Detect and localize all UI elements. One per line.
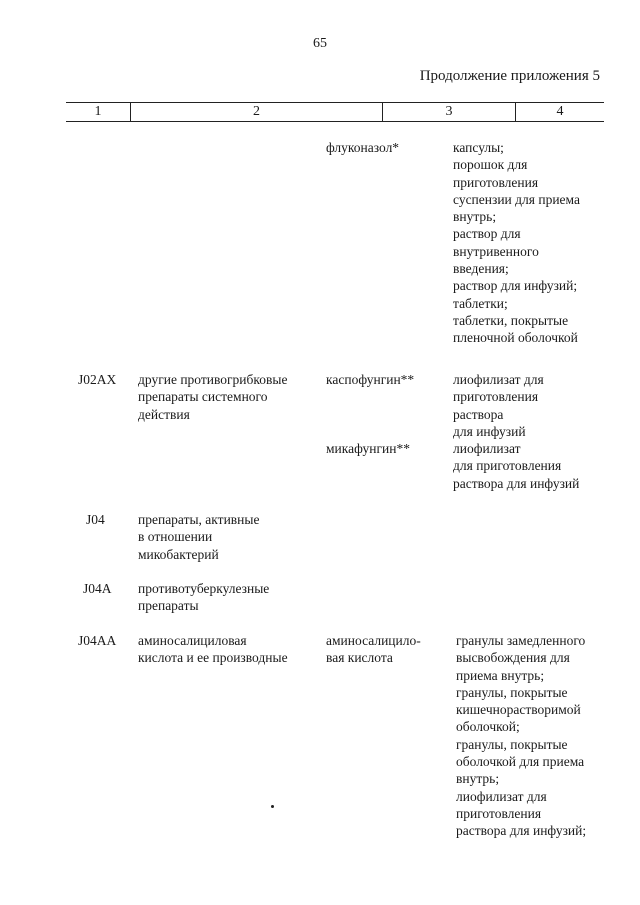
dosage-form-line: раствора <box>453 406 504 422</box>
group-name: аминосалициловая кислота и ее производные <box>138 633 288 666</box>
drug-name: флуконазол* <box>326 140 400 155</box>
dosage-form-line: капсулы; <box>453 140 504 155</box>
atc-code: J02AX <box>78 372 117 387</box>
dosage-form-line: для инфузий <box>453 423 526 439</box>
atc-code: J04A <box>83 581 112 596</box>
group-name: другие противогрибковые препараты системного действия <box>138 372 288 422</box>
dosage-form-line: таблетки; <box>453 295 508 311</box>
dosage-form-line: раствора для инфузий; <box>456 823 587 839</box>
dosage-forms <box>456 632 586 840</box>
group-name: противотуберкулезные препараты <box>138 581 270 614</box>
header-col-3: 3 <box>445 104 453 119</box>
dosage-form-line: оболочкой для приема <box>456 754 585 770</box>
dosage-forms <box>453 139 580 347</box>
dosage-form-line: раствор для <box>453 226 521 242</box>
dosage-form-line: для приготовления <box>453 458 562 474</box>
dosage-form-line: гранулы, покрытые <box>456 684 568 700</box>
dosage-form-line: раствора для инфузий <box>453 475 580 491</box>
dosage-form-line: лиофилизат <box>453 441 521 456</box>
dosage-forms <box>453 371 544 440</box>
dosage-form-line: раствор для инфузий; <box>453 278 578 294</box>
group-name: препараты, активные в отношении микобактерий <box>138 512 260 562</box>
table-header <box>66 102 604 122</box>
dosage-form-line: внутрь; <box>453 209 497 225</box>
dosage-form-line: лиофилизат для <box>453 372 544 387</box>
dosage-form-line: гранулы замедленного <box>456 633 586 648</box>
dosage-form-line: таблетки, покрытые <box>453 312 569 328</box>
dosage-form-line: пленочной оболочкой <box>453 330 578 346</box>
dosage-form-line: порошок для <box>453 157 528 173</box>
dosage-form-line: кишечнорастворимой <box>456 702 581 718</box>
continuation-title: Продолжение приложения 5 <box>419 68 600 84</box>
dosage-form-line: суспензии для приема <box>453 191 580 207</box>
dosage-form-line: внутрь; <box>456 771 500 787</box>
scan-speck <box>271 805 274 808</box>
header-col-4: 4 <box>556 104 564 119</box>
page-number: 65 <box>313 36 327 51</box>
header-col-2: 2 <box>253 104 260 119</box>
dosage-form-line: лиофилизат для <box>456 788 547 804</box>
atc-code: J04 <box>86 512 105 527</box>
drug-name: аминосалицило- вая кислота <box>326 633 421 666</box>
dosage-form-line: внутривенного <box>453 243 539 259</box>
dosage-form-line: оболочкой; <box>456 719 520 735</box>
dosage-form-line: введения; <box>453 261 509 277</box>
drug-name: каспофунгин** <box>326 372 415 387</box>
dosage-form-line: приготовления <box>456 805 542 821</box>
dosage-form-line: гранулы, покрытые <box>456 736 568 752</box>
drug-name: микафунгин** <box>326 441 410 456</box>
header-col-1: 1 <box>94 104 102 119</box>
dosage-form-line: приготовления <box>453 389 539 405</box>
dosage-form-line: высвобождения для <box>456 650 570 666</box>
dosage-forms <box>453 440 579 492</box>
dosage-form-line: приема внутрь; <box>456 667 545 683</box>
dosage-form-line: приготовления <box>453 174 539 190</box>
atc-code: J04AA <box>78 633 117 648</box>
